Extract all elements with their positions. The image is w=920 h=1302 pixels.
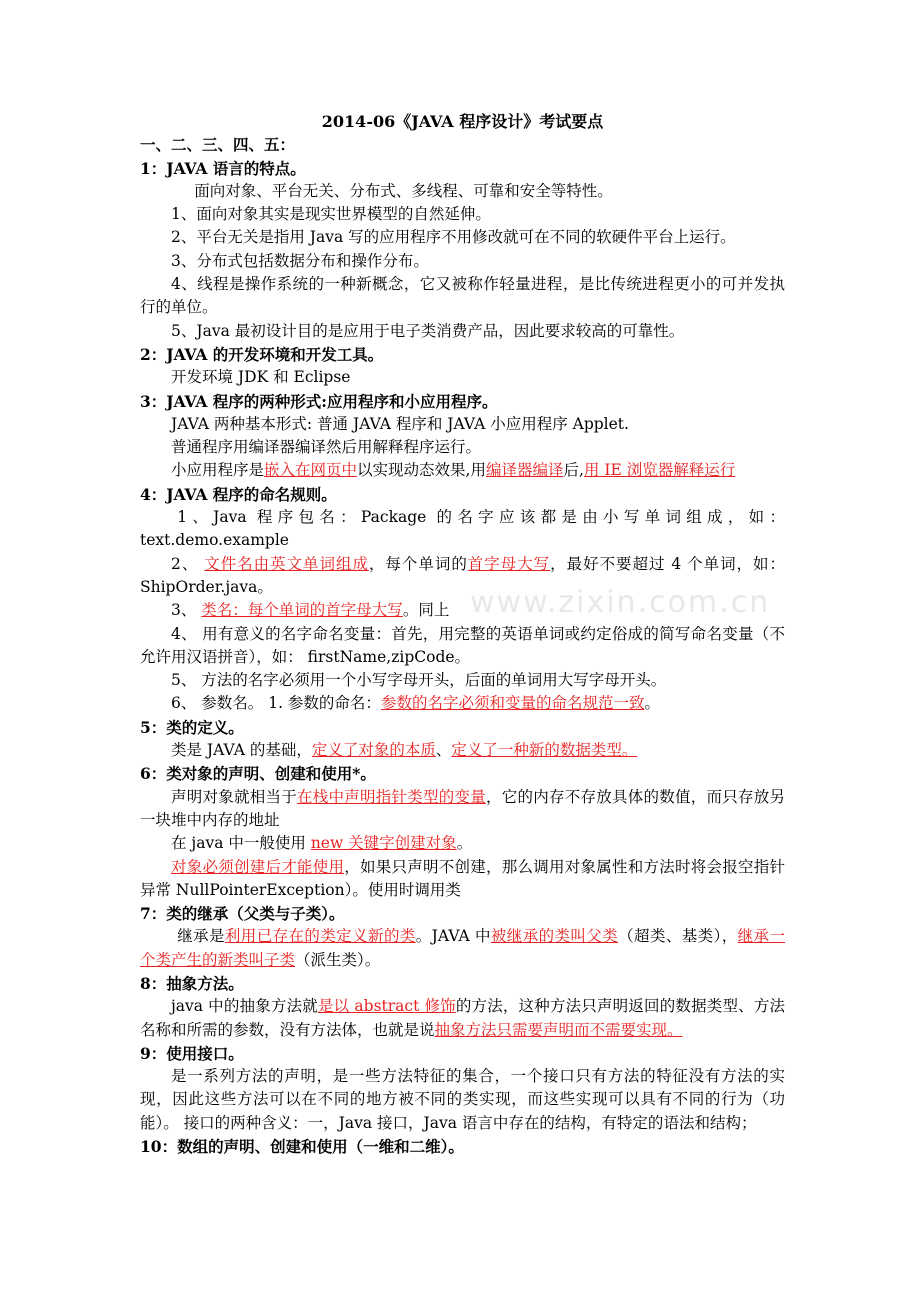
section-1-summary: 面向对象、平台无关、分布式、多线程、可靠和安全等特性。 (194, 181, 613, 200)
highlight-run: 编译器编译 (485, 461, 564, 480)
highlight-run: 对象必须创建后才能使用 (171, 857, 345, 876)
document-page (140, 110, 785, 1158)
section-1-item-4: 4、线程是操作系统的一种新概念，它又被称作轻量进程，是比传统进程更小的可并发执行的单位。 (140, 275, 785, 317)
section-3-heading: 3：JAVA 程序的两种形式:应用程序和小应用程序。 (140, 391, 498, 411)
highlight-run: 定义了对象的本质 (311, 741, 436, 760)
section-3-line-3 (140, 459, 785, 482)
text-run: 6、 参数名。 1. 参数的命名： (171, 694, 381, 713)
text-run: （派生类）。 (295, 950, 381, 969)
text-run: 。 (456, 834, 473, 853)
section-4-item-4: 4、 用有意义的名字命名变量：首先，用完整的英语单词或约定俗成的简写命名变量（不允许用汉语拼音），如： firstName,zipCode。 (140, 624, 785, 666)
section-6-line-1 (140, 786, 785, 833)
section-10-heading: 10：数组的声明、创建和使用（一维和二维）。 (140, 1137, 464, 1157)
text-run: 。 (644, 694, 660, 713)
text-run: ，如果只声明不创建，那么调用对象属性和方法时将会报空指针异常 NullPointerException）。使用时调用类 (140, 857, 785, 899)
highlight-run: 是以 abstract 修饰 (317, 997, 456, 1016)
text-run: 。JAVA 中 (415, 927, 491, 946)
highlight-run: 嵌入在网页中 (264, 461, 358, 480)
section-6-line-3 (140, 856, 785, 903)
text-run: 。同上 (402, 601, 450, 620)
highlight-run: 定义了一种新的数据类型。 (451, 741, 638, 760)
section-5-line-1 (140, 739, 785, 762)
text-run: 的方法，这种方法只声明返回的数据类型、方法名称和所需的参数，没有方法体，也就是说 (140, 997, 785, 1039)
text-run: ，每个单词的 (368, 554, 468, 573)
text-run: java 中的抽象方法就 (171, 997, 318, 1016)
text-run: 2、 (171, 554, 205, 573)
sections-line: 一、二、三、四、五： (140, 135, 296, 155)
text-run: 3、 (171, 601, 202, 620)
section-6-line-2 (140, 832, 785, 855)
watermark: www.zixin.com.cn (470, 585, 771, 620)
highlight-run: 继承一个类产生的新类叫子类 (140, 927, 785, 969)
section-3-line-1: JAVA 两种基本形式: 普通 JAVA 程序和 JAVA 小应用程序 Applet. (171, 414, 629, 433)
section-9-heading: 9：使用接口。 (140, 1043, 244, 1063)
text-run: 小应用程序是 (171, 461, 265, 480)
text-run: ，它的内存不存放具体的数值，而只存放另一块堆中内存的地址 (140, 787, 785, 829)
text-run: 声明对象就相当于 (171, 787, 297, 806)
section-2-line-1: 开发环境 JDK 和 Eclipse (171, 368, 351, 387)
section-8-line-1 (140, 995, 785, 1042)
highlight-run: 利用已存在的类定义新的类 (224, 927, 416, 946)
text-run: 类是 JAVA 的基础， (171, 741, 312, 760)
highlight-run: 抽象方法只需要声明而不需要实现。 (434, 1020, 683, 1039)
text-run: 后, (563, 461, 584, 480)
highlight-run: 文件名由英文单词组成 (204, 554, 369, 573)
section-4-item-6 (140, 692, 785, 715)
section-4-item-5: 5、 方法的名字必须用一个小写字母开头，后面的单词用大写字母开头。 (171, 671, 667, 690)
document-title: 2014-06《JAVA 程序设计》考试要点 (321, 112, 604, 131)
highlight-run: new 关键字创建对象 (310, 834, 457, 853)
section-1-item-3: 3、分布式包括数据分布和操作分布。 (171, 251, 429, 270)
section-4-item-2 (140, 553, 785, 600)
text-run: （超类、基类）， (618, 927, 738, 946)
highlight-run: 用 IE 浏览器解释运行 (583, 461, 736, 480)
text-run: 、 (435, 741, 452, 760)
text-run: 以实现动态效果,用 (357, 461, 486, 480)
section-9-paragraph: 是一系列方法的声明，是一些方法特征的集合，一个接口只有方法的特征没有方法的实现，因此这些方法可以在不同的地方被不同的类实现，而这些实现可以具有不同的行为（功能）。 接口的两种含义：一，Java 接口，Java 语言中存在的结构，有特定的语法和结构； (140, 1067, 785, 1132)
section-2-heading: 2：JAVA 的开发环境和开发工具。 (140, 344, 384, 364)
section-7-line-1 (140, 925, 785, 972)
section-3-line-2: 普通程序用编译器编译然后用解释程序运行。 (171, 438, 482, 457)
text-run: 在 java 中一般使用 (171, 834, 311, 853)
section-7-heading: 7：类的继承（父类与子类）。 (140, 904, 345, 924)
section-4-heading: 4：JAVA 程序的命名规则。 (140, 484, 337, 504)
section-4-item-3 (140, 599, 785, 622)
section-1-item-1: 1、面向对象其实是现实世界模型的自然延伸。 (171, 205, 491, 224)
highlight-run: 在栈中声明指针类型的变量 (297, 787, 486, 806)
section-1-item-2: 2、平台无关是指用 Java 写的应用程序不用修改就可在不同的软硬件平台上运行。 (171, 228, 736, 247)
text-run: ，最好不要超过 4 个单词，如：ShipOrder.java。 (140, 554, 785, 596)
section-8-heading: 8：抽象方法。 (140, 973, 244, 993)
highlight-run: 类名：每个单词的首字母大写 (201, 601, 403, 620)
section-5-heading: 5：类的定义。 (140, 717, 244, 737)
highlight-run: 参数的名字必须和变量的命名规范一致 (380, 694, 645, 713)
section-1-heading: 1：JAVA 语言的特点。 (140, 158, 306, 178)
text-run: 继承是 (177, 927, 225, 946)
section-1-item-5: 5、Java 最初设计目的是应用于电子类消费产品，因此要求较高的可靠性。 (171, 321, 685, 340)
highlight-run: 首字母大写 (467, 554, 551, 573)
highlight-run: 被继承的类叫父类 (490, 927, 619, 946)
section-4-item-1: 1、Java 程序包名：Package 的名字应该都是由小写单词组成，如：text.demo.example (140, 508, 785, 550)
section-6-heading: 6：类对象的声明、创建和使用*。 (140, 764, 376, 784)
